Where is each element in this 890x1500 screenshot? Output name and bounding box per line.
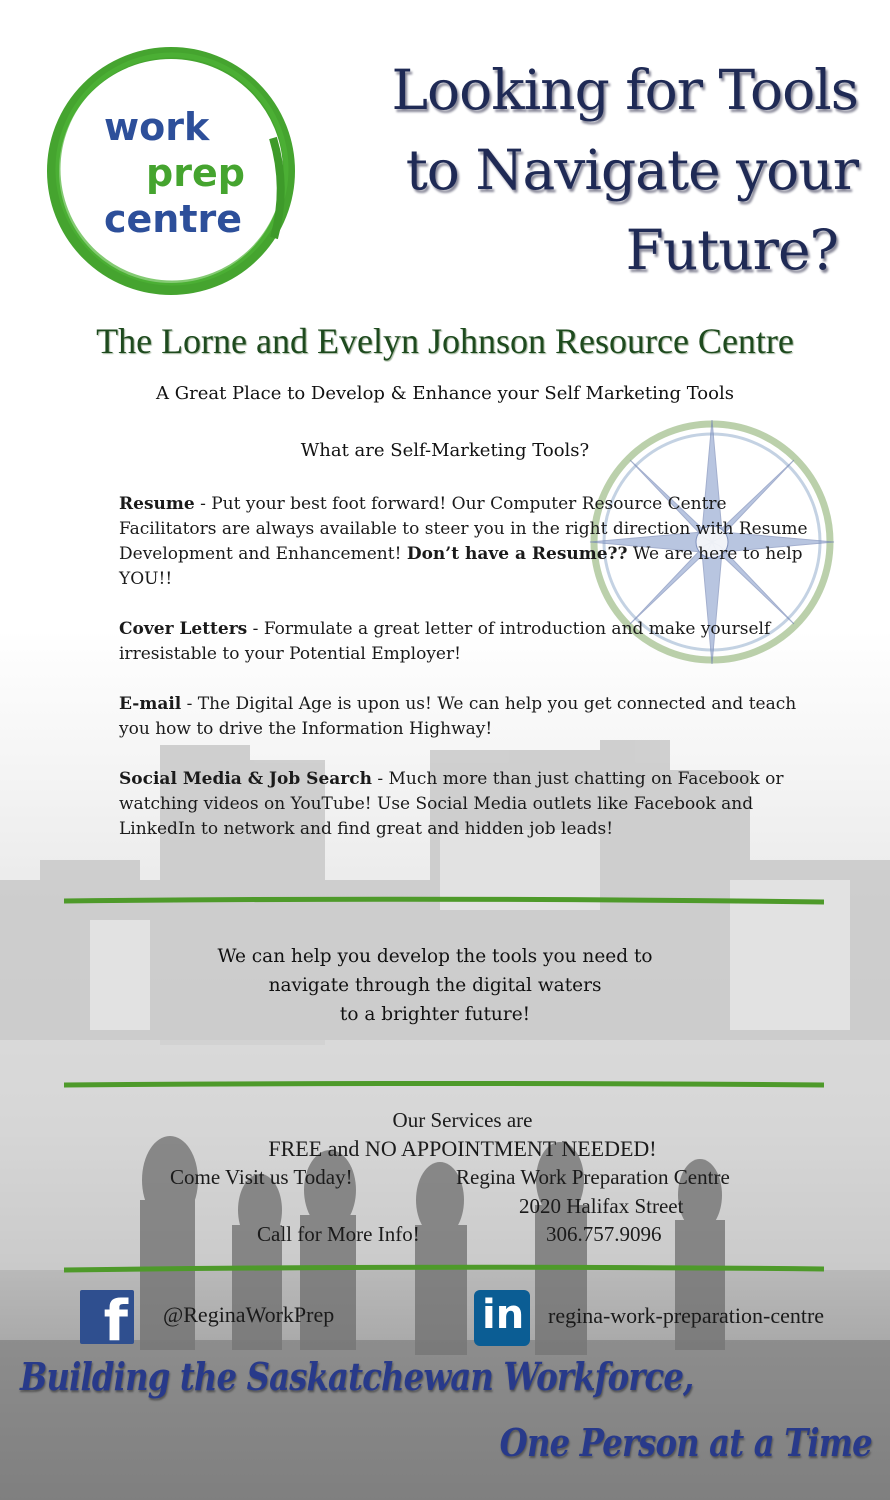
resume-section <box>119 492 819 592</box>
call-info-text: Call for More Info! <box>257 1222 420 1246</box>
facebook-handle[interactable]: @ReginaWorkPrep <box>163 1302 335 1327</box>
social-media-text: - Much more than just chatting on Facebook or watching videos on YouTube! Use Social Media outlets like Facebook and LinkedIn to network and find great and hidden job leads! <box>119 769 784 839</box>
linkedin-handle[interactable]: regina-work-preparation-centre <box>548 1303 825 1328</box>
cover-letters-section <box>119 617 819 667</box>
facebook-glyph: f <box>103 1289 128 1354</box>
logo-word-centre: centre <box>104 197 243 241</box>
self-marketing-question: What are Self-Marketing Tools? <box>300 440 590 461</box>
linkedin-icon[interactable] <box>474 1290 530 1346</box>
resume-bold-question: Don’t have a Resume?? <box>406 544 628 564</box>
cover-letters-text: - Formulate a great letter of introduction and make yourself irresistable to your Potential Employer! <box>119 619 771 664</box>
headline-line-2: to Navigate your <box>405 138 858 202</box>
slogan-line-2: One Person at a Time <box>499 1420 872 1465</box>
logo-word-prep: prep <box>146 151 245 195</box>
help-message <box>150 942 720 1029</box>
tagline: A Great Place to Develop & Enhance your Self Marketing Tools <box>156 383 734 404</box>
email-text: - The Digital Age is upon us! We can help you get connected and teach you how to drive the Information Highway! <box>119 694 797 739</box>
social-media-section <box>119 767 819 842</box>
facebook-icon[interactable] <box>80 1289 134 1354</box>
help-message-line-2: navigate through the digital waters <box>268 975 602 996</box>
resource-centre-name: The Lorne and Evelyn Johnson Resource Centre <box>96 321 794 361</box>
services-free: FREE and NO APPOINTMENT NEEDED! <box>268 1136 657 1161</box>
phone-number: 306.757.9096 <box>546 1222 662 1246</box>
help-message-line-1: We can help you develop the tools you need to <box>217 946 653 967</box>
social-media-title: Social Media & Job Search <box>119 769 372 789</box>
resume-title: Resume <box>119 494 195 514</box>
headline-line-3: Future? <box>625 218 838 282</box>
help-message-line-3: to a brighter future! <box>339 1004 531 1025</box>
logo-word-work: work <box>104 105 210 149</box>
work-prep-centre-logo <box>38 38 304 304</box>
green-divider <box>64 1080 824 1090</box>
linkedin-glyph: in <box>482 1292 525 1338</box>
email-section <box>119 692 819 742</box>
headline <box>328 50 858 290</box>
headline-line-1: Looking for Tools <box>391 58 858 122</box>
resume-text: - Put your best foot forward! Our Computer Resource Centre Facilitators are always available to steer you in the right direction with Resume Development and Enhancement! <box>119 494 808 564</box>
email-title: E-mail <box>119 694 182 714</box>
resume-text-2: We are here to help YOU!! <box>119 544 803 589</box>
slogan-line-1: Building the Saskatchewan Workforce, <box>20 1354 694 1399</box>
green-divider <box>64 896 824 906</box>
street-address: 2020 Halifax Street <box>519 1194 684 1218</box>
green-divider <box>64 1264 824 1274</box>
cover-letters-title: Cover Letters <box>119 619 248 639</box>
services-intro: Our Services are <box>392 1108 533 1132</box>
come-visit-text: Come Visit us Today! <box>170 1165 353 1189</box>
organization-name: Regina Work Preparation Centre <box>456 1165 730 1189</box>
